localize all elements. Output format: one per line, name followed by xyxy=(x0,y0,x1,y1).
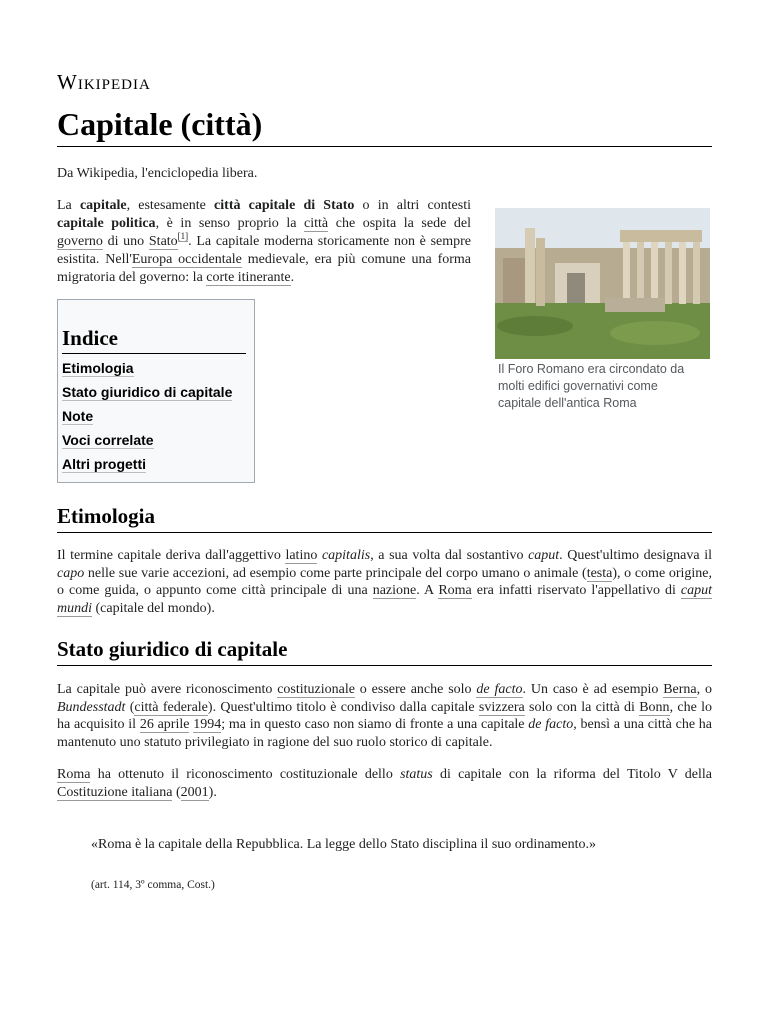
text: (capitale del mondo). xyxy=(92,600,215,616)
text: ( xyxy=(125,699,135,715)
text: di capitale con la riforma del Titolo V della xyxy=(432,767,712,782)
text: . La capitale moderna storicamente non è sempre esistita. Nell' xyxy=(57,234,472,267)
toc-link-etimologia[interactable]: Etimologia xyxy=(62,360,134,376)
italic-term: caput xyxy=(528,548,560,563)
link-testa[interactable]: testa xyxy=(586,565,613,581)
text: , estesamente xyxy=(126,198,215,213)
section-heading-etimologia: Etimologia xyxy=(57,503,712,533)
link-costituzionale[interactable]: costituzionale xyxy=(277,682,355,697)
link-26-aprile[interactable]: 26 aprile xyxy=(139,717,190,732)
link-roma-2[interactable]: Roma xyxy=(57,767,91,782)
text: , bensì a una città che ha mantenuto uno statuto privilegiato in ragione del suo ruolo storico di capitale. xyxy=(57,717,712,750)
toc-link-note[interactable]: Note xyxy=(62,408,94,424)
text: ; ma in questo caso non siamo di fronte a una capitale xyxy=(221,717,529,732)
italic-term: caput mundi xyxy=(57,583,712,616)
italic-term: de facto xyxy=(528,717,574,732)
link-stato[interactable]: Stato xyxy=(148,234,178,249)
figure-caption: Il Foro Romano era circondato da molti edifici governativi come capitale dell'antica Roma xyxy=(498,362,685,410)
toc-link-voci-correlate[interactable]: Voci correlate xyxy=(62,432,154,448)
link-roma[interactable]: Roma xyxy=(438,583,472,598)
text: , o xyxy=(696,682,713,697)
italic-term: de facto xyxy=(476,682,523,697)
link-1994[interactable]: 1994 xyxy=(193,717,222,732)
intro-paragraph xyxy=(57,197,471,287)
text: , è in senso proprio la xyxy=(155,216,305,231)
section-heading-stato-giuridico: Stato giuridico di capitale xyxy=(57,636,712,666)
bold-term: città capitale di Stato xyxy=(214,198,355,213)
link-governo[interactable]: governo xyxy=(57,234,103,249)
italic-term: capitalis xyxy=(321,548,371,563)
link-2001[interactable]: 2001 xyxy=(180,784,209,800)
text: . A xyxy=(416,583,439,598)
toc-list xyxy=(62,357,251,477)
link-de-facto[interactable] xyxy=(476,682,522,698)
text: che ospita la sede del xyxy=(328,216,471,231)
text: medievale, era più comune una forma migratoria del governo: la xyxy=(57,252,472,285)
text: La capitale può avere riconoscimento xyxy=(57,682,278,697)
link-bonn[interactable]: Bonn xyxy=(639,699,670,715)
link-costituzione-italiana[interactable]: Costituzione italiana xyxy=(57,784,173,800)
text: solo con la città di xyxy=(524,699,640,715)
text: . Un caso è ad esempio xyxy=(522,682,664,697)
text: era infatti riservato l'appellativo di xyxy=(471,583,681,598)
bold-term: capitale politica xyxy=(57,216,156,231)
text: ha ottenuto il riconoscimento costituzionale dello xyxy=(90,767,401,782)
toc-link-stato-giuridico[interactable]: Stato giuridico di capitale xyxy=(62,384,233,400)
reference-link[interactable]: [1] xyxy=(177,231,189,242)
link-citta[interactable]: città xyxy=(304,216,329,231)
toc-item xyxy=(62,429,251,453)
quote-citation: (art. 114, 3º comma, Cost.) xyxy=(91,879,215,891)
text: di uno xyxy=(102,234,149,249)
page-title: Capitale (città) xyxy=(57,104,712,147)
toc-item xyxy=(62,357,251,381)
text: Il termine capitale deriva dall'aggettivo xyxy=(57,548,286,563)
blockquote: «Roma è la capitale della Repubblica. La legge dello Stato disciplina il suo ordinamento.» xyxy=(91,837,597,852)
link-svizzera[interactable]: svizzera xyxy=(478,699,525,715)
text: ( xyxy=(172,784,181,800)
toc-item xyxy=(62,453,251,477)
bold-term: capitale xyxy=(79,198,127,213)
text: o in altri contesti xyxy=(354,198,472,213)
link-citta-federale[interactable]: città federale xyxy=(134,699,208,715)
link-nazione[interactable]: nazione xyxy=(372,583,417,598)
foro-romano-photo[interactable] xyxy=(495,208,710,359)
stato-paragraph-1 xyxy=(57,681,712,751)
text: o essere anche solo xyxy=(354,682,477,697)
italic-term: Bundesstadt xyxy=(57,699,126,715)
toc-item xyxy=(62,405,251,429)
toc-link-altri-progetti[interactable]: Altri progetti xyxy=(62,456,146,472)
text: La xyxy=(57,198,80,213)
text: , che lo ha acquisito il xyxy=(57,699,712,732)
link-latino[interactable]: latino xyxy=(285,548,318,563)
table-of-contents xyxy=(57,299,255,483)
italic-term: capo xyxy=(57,565,85,581)
text: ). Quest'ultimo titolo è condiviso dalla capitale xyxy=(207,699,479,715)
text: nelle sue varie accezioni, ad esempio come parte principale del corpo umano o animale ( xyxy=(84,565,587,581)
text: . Quest'ultimo designava il xyxy=(559,548,712,563)
link-corte-itinerante[interactable]: corte itinerante xyxy=(206,270,291,285)
italic-term: status xyxy=(400,767,433,782)
toc-title: Indice xyxy=(62,325,246,354)
link-europa-occidentale[interactable]: Europa occidentale xyxy=(131,252,242,267)
tagline: Da Wikipedia, l'enciclopedia libera. xyxy=(57,166,258,181)
text: . xyxy=(290,270,295,285)
text: ), o come origine, o come guida, o appunto come città principale di una xyxy=(57,565,712,598)
wikipedia-wordmark[interactable]: Wikipedia xyxy=(57,70,151,94)
text: ). xyxy=(208,784,217,800)
text: , a sua volta dal sostantivo xyxy=(370,548,529,563)
infobox-figure xyxy=(495,208,710,412)
etimologia-paragraph xyxy=(57,547,712,617)
toc-item xyxy=(62,381,251,405)
link-berna[interactable]: Berna xyxy=(663,682,697,697)
stato-paragraph-2 xyxy=(57,766,712,801)
